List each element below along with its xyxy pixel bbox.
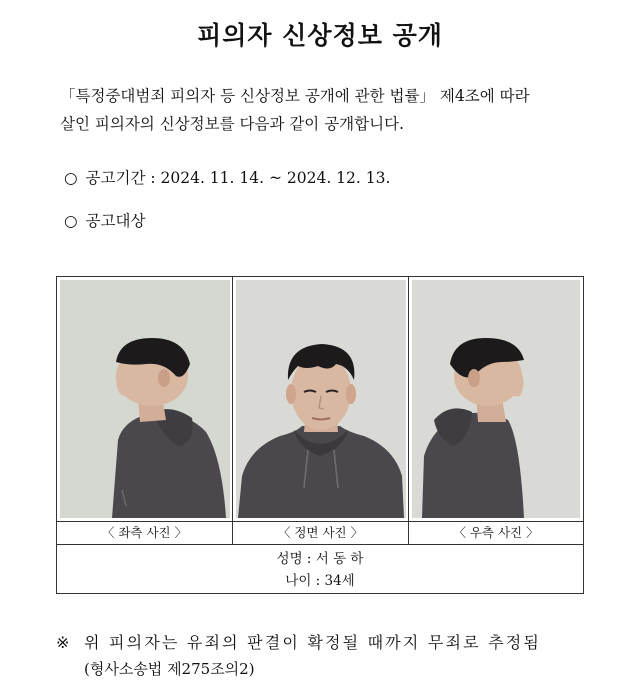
- suspect-name: 성명 : 서 동 하: [276, 551, 364, 567]
- intro-line-1: 「특정중대범죄 피의자 등 신상정보 공개에 관한 법률」 제4조에 따라: [60, 87, 530, 105]
- photo-caption-row: [57, 521, 583, 545]
- notice-target-text: 공고대상: [85, 212, 146, 230]
- presumption-note-text: 위 피의자는 유죄의 판결이 확정될 때까지 무죄로 추정됨: [84, 633, 542, 652]
- suspect-info: [57, 545, 583, 593]
- reference-mark-icon: ※: [56, 633, 70, 652]
- circle-bullet-icon: ○: [64, 212, 78, 230]
- intro-paragraph: [60, 82, 600, 138]
- suspect-age: 나이 : 34세: [285, 573, 355, 589]
- page-title: 피의자 신상정보 공개: [197, 21, 443, 50]
- photo-cell-right: [409, 277, 583, 521]
- notice-period-text: 공고기간 : 2024. 11. 14. ~ 2024. 12. 13.: [85, 169, 391, 187]
- presumption-note: [56, 630, 596, 653]
- left-profile-photo: [60, 280, 230, 518]
- circle-bullet-icon: ○: [64, 169, 78, 187]
- left-photo-caption: 〈 좌측 사진 〉: [57, 522, 233, 544]
- intro-line-2: 살인 피의자의 신상정보를 다음과 같이 공개합니다.: [60, 115, 404, 133]
- notice-target: [64, 209, 145, 231]
- photo-cell-front: [233, 277, 409, 521]
- suspect-photo-table: [56, 276, 584, 594]
- front-photo: [236, 280, 406, 518]
- photo-cell-left: [57, 277, 233, 521]
- law-reference: (형사소송법 제275조의2): [84, 660, 255, 678]
- right-photo-caption: 〈 우측 사진 〉: [453, 525, 539, 540]
- right-profile-photo: [412, 280, 580, 518]
- notice-period: [64, 166, 390, 188]
- front-photo-caption: 〈 정면 사진 〉: [233, 522, 409, 544]
